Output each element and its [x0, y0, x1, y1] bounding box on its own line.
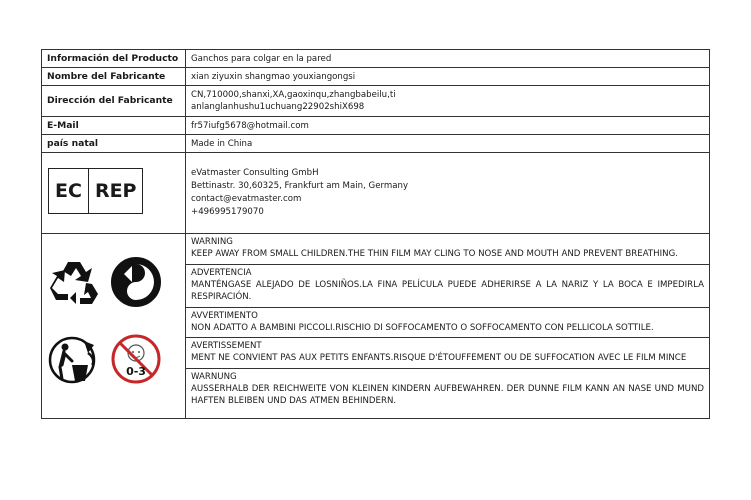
table-row: [42, 117, 710, 135]
ec-rep-email: contact@evatmaster.com: [191, 194, 302, 204]
warning-title: WARNUNG: [191, 371, 237, 382]
product-label-table: [41, 49, 710, 419]
warning-block-en: [186, 234, 709, 265]
ec-rep-company: eVatmaster Consulting GmbH: [191, 168, 319, 178]
email-label: E-Mail: [42, 117, 186, 135]
warning-text: NON ADATTO A BAMBINI PICCOLI.RISCHIO DI SOFFOCAMENTO O SOFFOCAMENTO CON PELLICOLA SOTTILE.: [191, 322, 654, 333]
tidyman-icon: [48, 335, 100, 385]
symbols-cell: [42, 234, 186, 419]
ec-rep-logo-rep: REP: [94, 180, 137, 202]
table-row: [42, 86, 710, 117]
warning-title: AVVERTIMENTO: [191, 310, 258, 321]
warning-text: KEEP AWAY FROM SMALL CHILDREN.THE THIN FILM MAY CLING TO NOSE AND MOUTH AND PREVENT BREATHING.: [191, 249, 678, 259]
table-row: [42, 68, 710, 86]
warning-text: MANTÉNGASE ALEJADO DE LOSNIÑOS.LA FINA PELÍCULA PUEDE ADHERIRSE A LA NARIZ Y LA BOCA E IMPEDIRLA RESPIRACIÓN.: [191, 279, 704, 302]
no-children-0-3-icon: [110, 333, 162, 385]
ec-rep-phone: +496995179070: [191, 207, 264, 217]
warning-title: WARNING: [191, 237, 233, 247]
warning-block-es: [186, 265, 709, 308]
warning-block-de: [186, 369, 709, 411]
recycle-icon: [48, 258, 100, 306]
address-line-1: CN,710000,shanxi,XA,gaoxinqu,zhangbabeilu,ti: [191, 90, 396, 100]
green-dot-icon: [110, 256, 162, 308]
manufacturer-address-label: Dirección del Fabricante: [42, 86, 186, 117]
country-of-origin-label: país natal: [42, 135, 186, 153]
email-value: fr57iufg5678@hotmail.com: [186, 117, 710, 135]
manufacturer-name-label: Nombre del Fabricante: [42, 68, 186, 86]
country-of-origin-value: Made in China: [186, 135, 710, 153]
table-row: [42, 234, 710, 419]
warning-block-fr: [186, 338, 709, 369]
table-row: [42, 153, 710, 234]
product-info-value: Ganchos para colgar en la pared: [186, 50, 710, 68]
table-row: [42, 135, 710, 153]
manufacturer-address-value: [186, 86, 710, 117]
ec-rep-icon: [48, 168, 143, 214]
warning-title: AVERTISSEMENT: [191, 341, 262, 351]
warning-title: ADVERTENCIA: [191, 267, 252, 278]
table-row: [42, 50, 710, 68]
warning-text: AUSSERHALB DER REICHWEITE VON KLEINEN KINDERN AUFBEWAHREN. DER DUNNE FILM KANN AN NASE UND MUND HAFTEN BLEIBEN UND DAS ATMEN BEHINDERN.: [191, 383, 704, 406]
ec-rep-logo-ec: EC: [49, 169, 89, 213]
age-range-label: 0-3: [126, 365, 146, 378]
ec-rep-details: [186, 153, 710, 234]
warnings-cell: [186, 234, 710, 419]
ec-rep-symbol-cell: [42, 153, 186, 234]
ec-rep-address: Bettinastr. 30,60325, Frankfurt am Main, Germany: [191, 181, 409, 191]
manufacturer-name-value: xian ziyuxin shangmao youxiangongsi: [186, 68, 710, 86]
warning-block-it: [186, 308, 709, 339]
address-line-2: anlanglanhushu1uchuang22902shiX698: [191, 102, 365, 112]
warning-text: MENT NE CONVIENT PAS AUX PETITS ENFANTS.RISQUE D'ÉTOUFFEMENT OU DE SUFFOCATION AVEC LE FILM MINCE: [191, 353, 687, 363]
product-info-label: Información del Producto: [42, 50, 186, 68]
